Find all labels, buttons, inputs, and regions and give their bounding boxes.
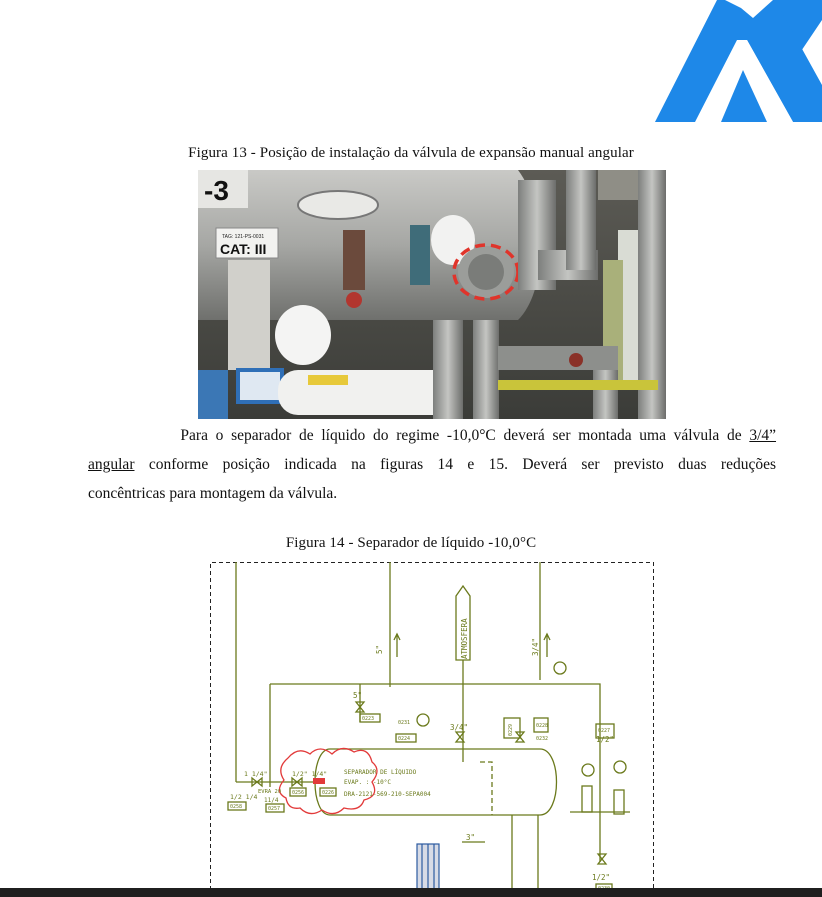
valve-label: EVRA 20 — [258, 789, 282, 795]
pipe-size-label: 3/4" — [450, 723, 469, 732]
tag-label: 0228 — [536, 723, 549, 729]
atmosfera-label: ATMOSFERA — [460, 618, 469, 659]
tag-label: 0231 — [398, 720, 411, 726]
body-paragraph — [88, 421, 776, 508]
tag-label: 0224 — [398, 736, 411, 742]
tag-label: 0223 — [362, 716, 375, 722]
tag-label: 0226 — [322, 790, 335, 796]
pipe-size-label: 1/2" — [592, 873, 611, 882]
tag-label: 0227 — [598, 728, 611, 734]
tag-label: 0257 — [268, 806, 281, 812]
pipe-size-label: 3/4" — [531, 637, 540, 656]
pipe-size-label: 5" — [375, 644, 384, 654]
separator-evap: EVAP. : -10°C — [344, 779, 391, 786]
separator-code: DRA-2121-569-210-SEPA004 — [344, 791, 431, 798]
taskbar — [0, 888, 822, 897]
paragraph-line-1 — [88, 421, 776, 450]
pipe-size-label: 1/2" 1/4" — [292, 770, 328, 778]
figure-14-caption: Figura 14 - Separador de líquido -10,0°C — [285, 535, 537, 551]
tag-label: 0256 — [292, 790, 305, 796]
tag-label: TAG: 121-PS-0031 — [222, 234, 265, 240]
pipe-size-label: 11/4 — [264, 797, 279, 804]
paragraph-line-3: concêntricas para montagem da válvula. — [88, 485, 338, 502]
cat-label: CAT: III — [220, 241, 267, 257]
pipe-size-label: 1/2" — [596, 735, 615, 744]
pipe-size-label: 3" — [466, 833, 476, 842]
paragraph-text-1: Para o separador de líquido do regime -10,0°C deverá ser montada uma válvula de — [180, 427, 742, 444]
paragraph-line-2 — [88, 450, 776, 479]
paragraph-text-2: conforme posição indicada na figuras 14 e 15. Deverá ser previsto duas reduções — [148, 456, 776, 473]
tag-label: 0258 — [230, 804, 243, 810]
angular-link: angular — [88, 456, 135, 473]
figure-13-caption: Figura 13 - Posição de instalação da válvula de expansão manual angular — [188, 145, 634, 161]
pipe-size-label: 1/2 1/4 — [230, 793, 258, 801]
pipe-size-label: 5" — [353, 691, 363, 700]
separator-title: SEPARADOR DE LÍQUIDO — [344, 769, 417, 776]
tag-label: 0232 — [536, 736, 549, 742]
valve-size-link: 3/4” — [749, 427, 777, 444]
liquid-separator-diagram — [210, 562, 654, 897]
valve-installation-photo — [198, 170, 666, 419]
pipe-size-label: 1 1/4" — [244, 770, 268, 778]
tank-number: -3 — [204, 175, 229, 206]
tag-label: 0229 — [508, 723, 514, 736]
mountain-logo-icon — [655, 0, 822, 122]
